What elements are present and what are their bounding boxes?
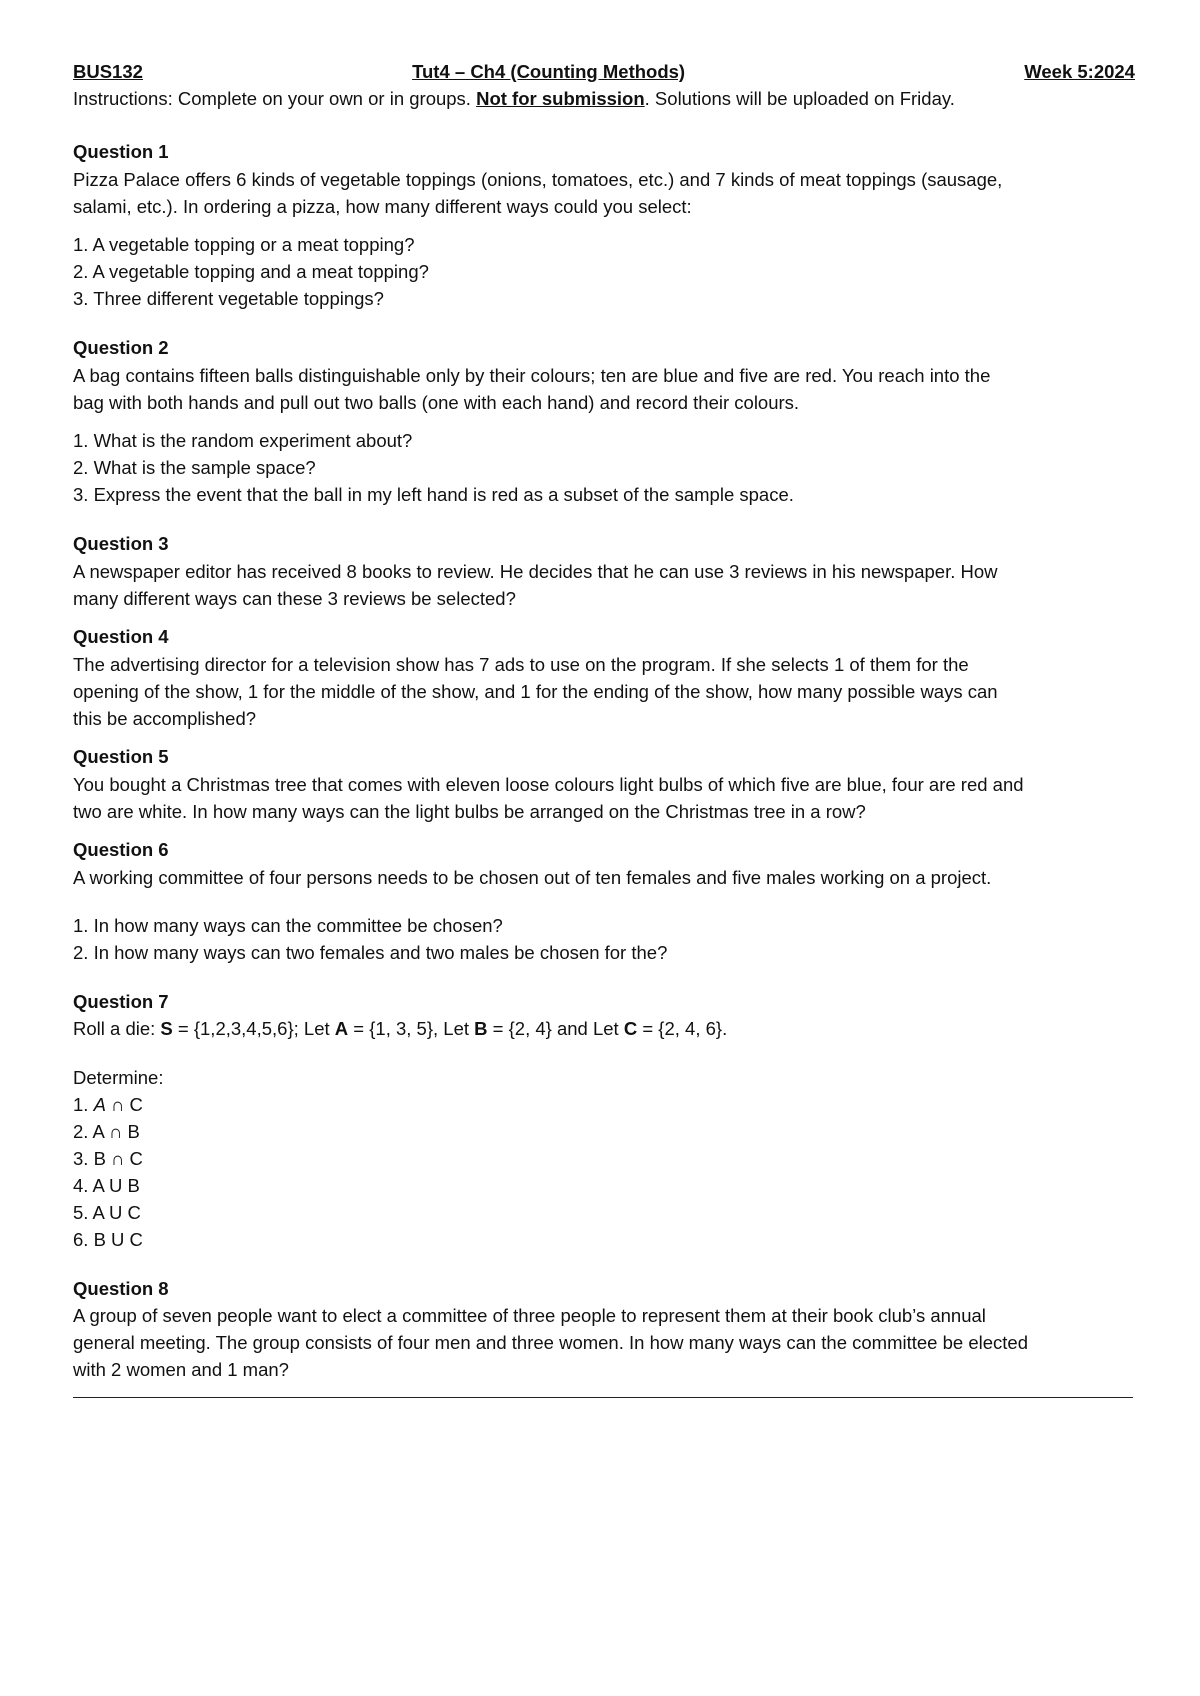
question-2-title: Question 2 [73, 337, 169, 358]
question-6-item: 1. In how many ways can the committee be chosen? [73, 915, 503, 936]
document-header [73, 58, 1135, 85]
question-8-title: Question 8 [73, 1278, 169, 1299]
question-2-body-2: bag with both hands and pull out two balls (one with each hand) and record their colours. [73, 392, 800, 413]
question-7-item [73, 1091, 1135, 1118]
question-3-title: Question 3 [73, 533, 169, 554]
question-8-body-2: general meeting. The group consists of four men and three women. In how many ways can the committee be elected [73, 1332, 1028, 1353]
question-1-body-2: salami, etc.). In ordering a pizza, how many different ways could you select: [73, 196, 692, 217]
question-2-item: 3. Express the event that the ball in my left hand is red as a subset of the sample space. [73, 484, 794, 505]
question-4-body-3: this be accomplished? [73, 708, 257, 729]
question-5-title: Question 5 [73, 746, 169, 767]
question-3-body-1: A newspaper editor has received 8 books to review. He decides that he can use 3 reviews in his newspaper. How [73, 561, 998, 582]
question-4-body-2: opening of the show, 1 for the middle of the show, and 1 for the ending of the show, how many possible ways can [73, 681, 998, 702]
not-for-submission: Not for submission [476, 88, 645, 109]
question-2-item: 1. What is the random experiment about? [73, 430, 413, 451]
week-label: Week 5:2024 [1024, 61, 1135, 82]
question-1-title: Question 1 [73, 141, 169, 162]
document-page [73, 58, 1135, 1398]
question-4-body-1: The advertising director for a television show has 7 ads to use on the program. If she selects 1 of them for the [73, 654, 969, 675]
set-b-label: B [474, 1018, 488, 1039]
question-7-determine: Determine: [73, 1067, 164, 1088]
question-7-roll [73, 1015, 1135, 1042]
course-code: BUS132 [73, 61, 143, 82]
question-3-body-2: many different ways can these 3 reviews be selected? [73, 588, 516, 609]
question-5-body-2: two are white. In how many ways can the light bulbs be arranged on the Christmas tree in a row? [73, 801, 866, 822]
question-8-body-1: A group of seven people want to elect a committee of three people to represent them at their book club’s annual [73, 1305, 986, 1326]
question-7-item: 3. B ∩ C [73, 1148, 143, 1169]
question-1-item: 1. A vegetable topping or a meat topping? [73, 234, 415, 255]
tutorial-title: Tut4 – Ch4 (Counting Methods) [412, 61, 686, 82]
question-1-item: 3. Three different vegetable toppings? [73, 288, 384, 309]
set-a-label: A [334, 1018, 349, 1039]
item-number: 1. [73, 1094, 94, 1115]
question-2-body-1: A bag contains fifteen balls distinguishable only by their colours; ten are blue and five are red. You reach into the [73, 365, 991, 386]
roll-text: = {1, 3, 5}, Let [348, 1018, 475, 1039]
question-6-title: Question 6 [73, 839, 169, 860]
question-2-item: 2. What is the sample space? [73, 457, 316, 478]
question-7-item: 4. A U B [73, 1175, 140, 1196]
question-5-body-1: You bought a Christmas tree that comes with eleven loose colours light bulbs of which five are blue, four are red and [73, 774, 1024, 795]
question-7-item: 2. A ∩ B [73, 1121, 140, 1142]
roll-text: = {2, 4} and Let [487, 1018, 624, 1039]
instructions [73, 85, 1135, 112]
roll-text: = {1,2,3,4,5,6}; Let [172, 1018, 335, 1039]
question-7-title: Question 7 [73, 991, 169, 1012]
question-1-body-1: Pizza Palace offers 6 kinds of vegetable toppings (onions, tomatoes, etc.) and 7 kinds of meat toppings (sausage, [73, 169, 1003, 190]
set-s-label: S [160, 1018, 173, 1039]
question-7-item: 5. A U C [73, 1202, 141, 1223]
question-7-item: 6. B U C [73, 1229, 143, 1250]
question-1-item: 2. A vegetable topping and a meat topping? [73, 261, 429, 282]
question-4-title: Question 4 [73, 626, 169, 647]
set-a-italic: A [93, 1094, 106, 1115]
question-8-body-3: with 2 women and 1 man? [73, 1359, 289, 1380]
instructions-text-end: . Solutions will be uploaded on Friday. [644, 88, 955, 109]
question-6-item: 2. In how many ways can two females and two males be chosen for the? [73, 942, 668, 963]
roll-text: = {2, 4, 6}. [637, 1018, 728, 1039]
bottom-divider [73, 1397, 1133, 1398]
item-text: ∩ C [105, 1094, 143, 1115]
instructions-text: Instructions: Complete on your own or in groups. [73, 88, 477, 109]
question-6-body-1: A working committee of four persons needs to be chosen out of ten females and five males working on a project. [73, 867, 992, 888]
roll-text: Roll a die: [73, 1018, 161, 1039]
set-c-label: C [623, 1018, 638, 1039]
